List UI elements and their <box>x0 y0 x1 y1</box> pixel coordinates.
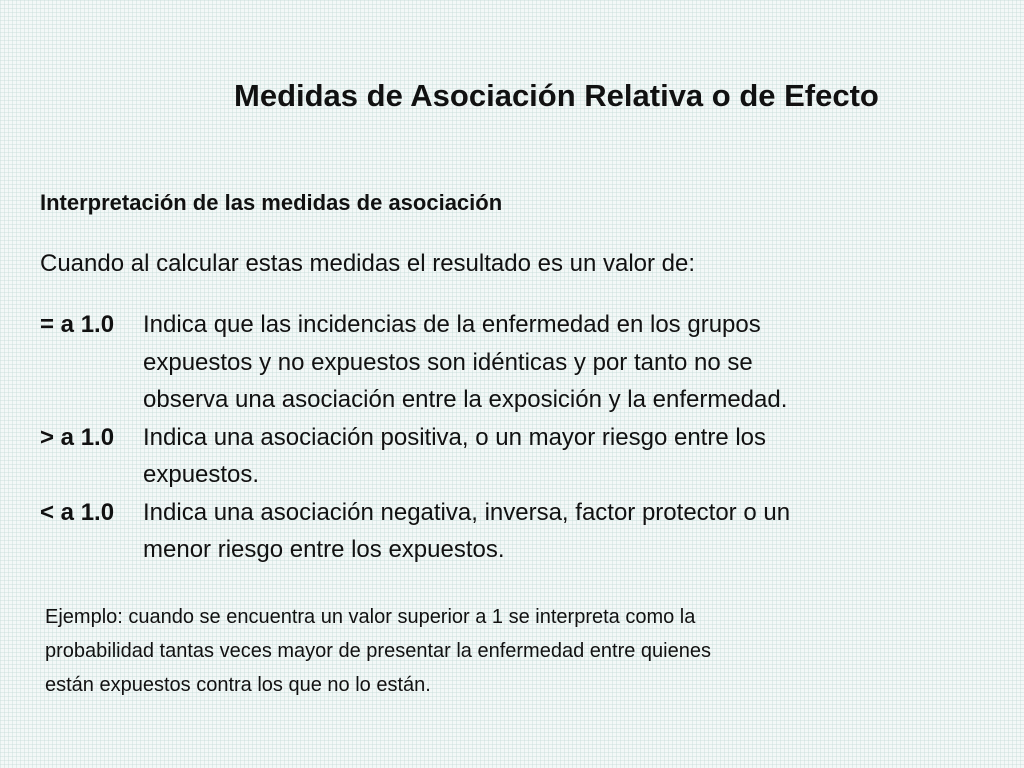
criterion-line: expuestos y no expuestos son idénticas y por tanto no se <box>143 348 753 376</box>
criterion-operator: = a 1.0 <box>40 311 115 338</box>
example-line: Ejemplo: cuando se encuentra un valor superior a 1 se interpreta como la <box>45 606 696 628</box>
criterion-line: Indica una asociación negativa, inversa, factor protector o un <box>143 498 791 526</box>
criterion-less <box>40 494 940 569</box>
criterion-line: observa una asociación entre la exposición y la enfermedad. <box>143 386 788 413</box>
criterion-greater <box>40 419 940 494</box>
criterion-description <box>143 306 923 419</box>
intro-text: Cuando al calcular estas medidas el resultado es un valor de: <box>40 250 696 277</box>
criterion-operator: < a 1.0 <box>40 498 115 526</box>
criterion-operator: > a 1.0 <box>40 423 115 451</box>
criterion-description <box>143 494 923 569</box>
criterion-line: Indica que las incidencias de la enfermedad en los grupos <box>143 311 761 338</box>
slide-title: Medidas de Asociación Relativa o de Efecto <box>234 78 879 113</box>
example-line: están expuestos contra los que no lo están. <box>45 674 431 696</box>
example-line: probabilidad tantas veces mayor de presentar la enfermedad entre quienes <box>45 640 711 662</box>
slide-subtitle: Interpretación de las medidas de asociación <box>40 190 503 215</box>
criterion-line: menor riesgo entre los expuestos. <box>143 536 505 563</box>
example-paragraph <box>45 600 945 702</box>
criterion-equal <box>40 306 940 419</box>
criterion-line: Indica una asociación positiva, o un mayor riesgo entre los <box>143 423 767 451</box>
criterion-line: expuestos. <box>143 461 260 488</box>
criterion-description <box>143 419 923 494</box>
criteria-list <box>40 306 940 569</box>
